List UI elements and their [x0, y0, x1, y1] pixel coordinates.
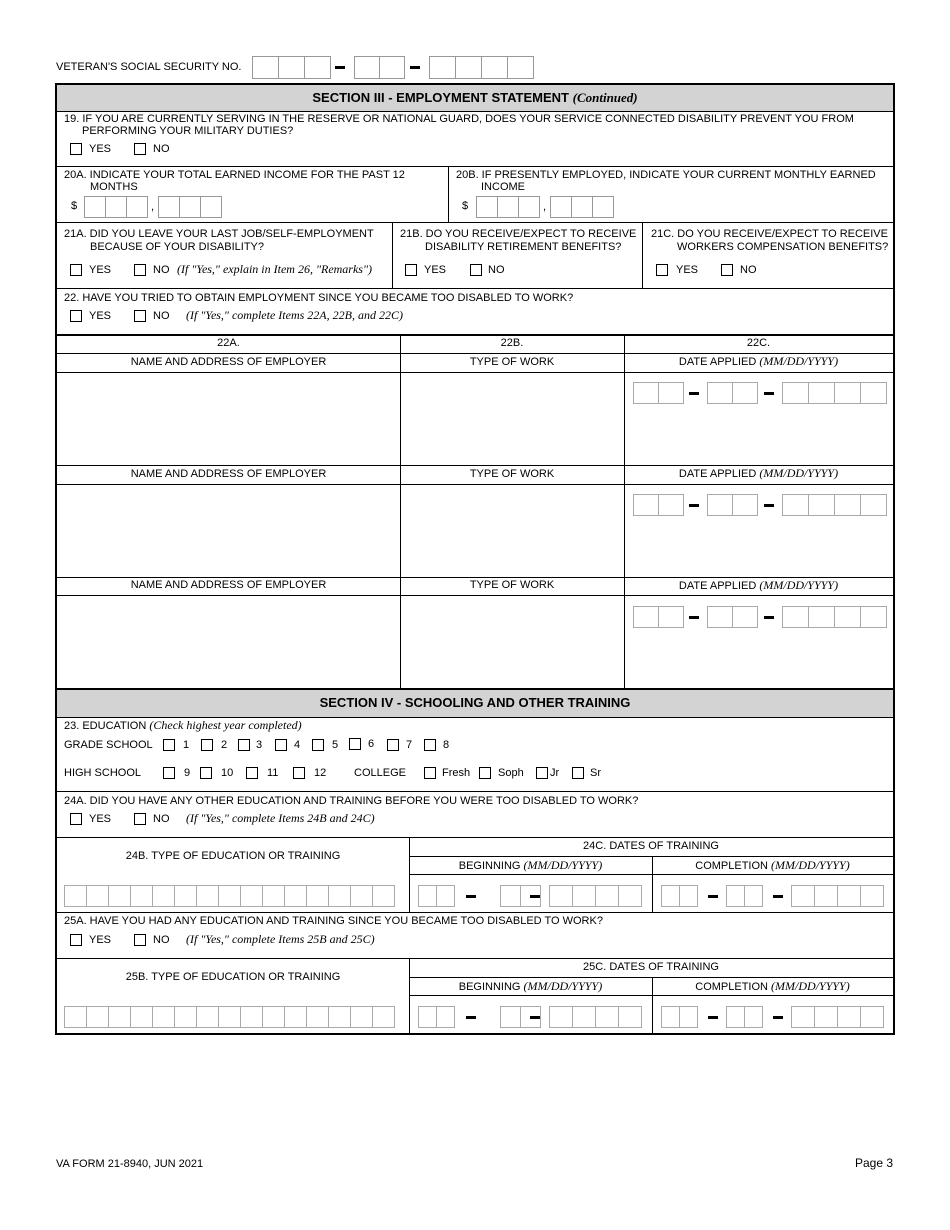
- ssn-label: VETERAN'S SOCIAL SECURITY NO.: [56, 61, 242, 73]
- college-sr-checkbox[interactable]: [572, 767, 584, 779]
- q20b-thousands-input[interactable]: [476, 196, 540, 218]
- q20b-hundreds-input[interactable]: [550, 196, 614, 218]
- divider: [57, 334, 893, 336]
- ssn-dash: [335, 66, 345, 69]
- grade-11-checkbox[interactable]: [246, 767, 258, 779]
- grade-2-checkbox[interactable]: [201, 739, 213, 751]
- q24a-no-label: NO: [153, 813, 170, 825]
- grade-3-label: 3: [256, 739, 263, 751]
- q21a-text: 21A. DID YOU LEAVE YOUR LAST JOB/SELF-EMPLOYMENT: [64, 228, 374, 240]
- q25a-yes-checkbox[interactable]: [70, 934, 82, 946]
- divider: [410, 874, 893, 875]
- q21b-text-2: DISABILITY RETIREMENT BENEFITS?: [425, 241, 622, 253]
- q24b-training-input[interactable]: [65, 885, 395, 907]
- college-soph-label: Soph: [498, 767, 524, 779]
- q24c-end-year-input[interactable]: [792, 885, 884, 907]
- date-applied-label: DATE APPLIED (MM/DD/YYYY): [678, 354, 839, 368]
- q24c-begin-month-input[interactable]: [419, 885, 455, 907]
- q24a-yes-checkbox[interactable]: [70, 813, 82, 825]
- q21c-text: 21C. DO YOU RECEIVE/EXPECT TO RECEIVE: [651, 228, 888, 240]
- col-22a-header: 22A.: [217, 337, 240, 349]
- date-dash: [773, 1016, 783, 1019]
- q21a-no-label: NO: [153, 264, 170, 276]
- frame-left: [55, 83, 57, 1035]
- divider: [392, 222, 393, 288]
- grade-school-label: GRADE SCHOOL: [64, 739, 153, 751]
- q19-text-2: PERFORMING YOUR MILITARY DUTIES?: [82, 125, 294, 137]
- date-dash: [708, 895, 718, 898]
- q24c-end-month-input[interactable]: [662, 885, 698, 907]
- q21c-text-2: WORKERS COMPENSATION BENEFITS?: [677, 241, 889, 253]
- q24c-begin-year-input[interactable]: [550, 885, 642, 907]
- date-year-input[interactable]: [783, 382, 887, 404]
- q19-yes-label: YES: [89, 143, 112, 155]
- divider: [448, 166, 449, 222]
- q20a-dollar: $: [71, 200, 78, 212]
- date-dash: [530, 1016, 540, 1019]
- q22-no-label: NO: [153, 310, 170, 322]
- divider: [57, 288, 893, 289]
- grade-4-label: 4: [294, 739, 301, 751]
- q25a-yes-label: YES: [89, 934, 112, 946]
- college-sr-label: Sr: [590, 767, 601, 779]
- q25b-training-input[interactable]: [65, 1006, 395, 1028]
- q25c-beginning-label: BEGINNING (MM/DD/YYYY): [458, 979, 603, 993]
- q21b-yes-checkbox[interactable]: [405, 264, 417, 276]
- q25b-label: 25B. TYPE OF EDUCATION OR TRAINING: [125, 971, 341, 983]
- q22-no-checkbox[interactable]: [134, 310, 146, 322]
- work-label: TYPE OF WORK: [469, 468, 555, 480]
- q20b-comma: ,: [543, 201, 547, 213]
- date-dash: [773, 895, 783, 898]
- q24a-no-checkbox[interactable]: [134, 813, 146, 825]
- date-year-input[interactable]: [783, 606, 887, 628]
- date-month-input[interactable]: [634, 494, 684, 516]
- q24c-completion-label: COMPLETION (MM/DD/YYYY): [695, 858, 850, 872]
- q24a-note: (If "Yes," complete Items 24B and 24C): [186, 811, 375, 825]
- q21b-no-label: NO: [488, 264, 505, 276]
- frame-right: [893, 83, 895, 1035]
- grade-1-checkbox[interactable]: [163, 739, 175, 751]
- date-day-input[interactable]: [708, 606, 758, 628]
- date-dash: [764, 392, 774, 395]
- page-number: Page 3: [855, 1156, 894, 1170]
- grade-10-checkbox[interactable]: [200, 767, 212, 779]
- employer-name-input[interactable]: [58, 596, 399, 688]
- q24b-label: 24B. TYPE OF EDUCATION OR TRAINING: [125, 850, 341, 862]
- type-of-work-input[interactable]: [401, 485, 623, 577]
- divider: [57, 791, 893, 792]
- grade-7-checkbox[interactable]: [387, 739, 399, 751]
- q24c-end-day-input[interactable]: [727, 885, 763, 907]
- divider: [57, 166, 893, 167]
- college-soph-checkbox[interactable]: [479, 767, 491, 779]
- q25a-note: (If "Yes," complete Items 25B and 25C): [186, 932, 375, 946]
- college-jr-label: Jr: [550, 767, 560, 779]
- q25c-completion-label: COMPLETION (MM/DD/YYYY): [695, 979, 850, 993]
- q25a-text: 25A. HAVE YOU HAD ANY EDUCATION AND TRAINING SINCE YOU BECAME TOO DISABLED TO WORK?: [64, 915, 603, 927]
- section-3-header: SECTION III - EMPLOYMENT STATEMENT (Continued): [57, 85, 893, 111]
- q21b-text: 21B. DO YOU RECEIVE/EXPECT TO RECEIVE: [400, 228, 637, 240]
- q22-text: 22. HAVE YOU TRIED TO OBTAIN EMPLOYMENT SINCE YOU BECAME TOO DISABLED TO WORK?: [64, 292, 574, 304]
- date-dash: [466, 1016, 476, 1019]
- grade-3-checkbox[interactable]: [238, 739, 250, 751]
- grade-5-label: 5: [332, 739, 339, 751]
- date-day-input[interactable]: [708, 382, 758, 404]
- q19-text: 19. IF YOU ARE CURRENTLY SERVING IN THE RESERVE OR NATIONAL GUARD, DOES YOUR SERVICE CONNECTED DISABILITY PREVENT YOU FROM: [64, 113, 854, 125]
- q24c-beginning-label: BEGINNING (MM/DD/YYYY): [458, 858, 603, 872]
- q20b-text: 20B. IF PRESENTLY EMPLOYED, INDICATE YOUR CURRENT MONTHLY EARNED: [456, 169, 876, 181]
- ssn-dash: [410, 66, 420, 69]
- q23-label: 23. EDUCATION (Check highest year completed): [64, 718, 302, 732]
- date-dash: [689, 616, 699, 619]
- employer-name-input[interactable]: [58, 373, 399, 465]
- q21a-yes-checkbox[interactable]: [70, 264, 82, 276]
- date-applied-label: DATE APPLIED (MM/DD/YYYY): [678, 466, 839, 480]
- divider: [57, 111, 893, 112]
- q20a-hundreds-input[interactable]: [158, 196, 222, 218]
- q21c-no-checkbox[interactable]: [721, 264, 733, 276]
- q21c-yes-checkbox[interactable]: [656, 264, 668, 276]
- q25c-label: 25C. DATES OF TRAINING: [583, 961, 719, 973]
- q21c-yes-label: YES: [676, 264, 699, 276]
- frame-bottom: [55, 1033, 895, 1035]
- q20b-dollar: $: [462, 200, 469, 212]
- q20a-thousands-input[interactable]: [84, 196, 148, 218]
- ssn-part1-input[interactable]: [252, 56, 331, 78]
- divider: [57, 912, 893, 913]
- grade-1-label: 1: [183, 739, 190, 751]
- grade-6-checkbox[interactable]: [349, 738, 361, 750]
- q22-note: (If "Yes," complete Items 22A, 22B, and 22C): [186, 308, 403, 322]
- q21a-no-checkbox[interactable]: [134, 264, 146, 276]
- ssn-part2-input[interactable]: [354, 56, 405, 78]
- grade-4-checkbox[interactable]: [275, 739, 287, 751]
- q19-no-label: NO: [153, 143, 170, 155]
- q19-no-checkbox[interactable]: [134, 143, 146, 155]
- grade-8-label: 8: [443, 739, 450, 751]
- grade-12-checkbox[interactable]: [293, 767, 305, 779]
- employer-name-input[interactable]: [58, 485, 399, 577]
- college-fresh-checkbox[interactable]: [424, 767, 436, 779]
- college-jr-checkbox[interactable]: [536, 767, 548, 779]
- q22-yes-checkbox[interactable]: [70, 310, 82, 322]
- work-label: TYPE OF WORK: [469, 579, 555, 591]
- date-month-input[interactable]: [634, 606, 684, 628]
- divider: [410, 995, 893, 996]
- q20a-text: 20A. INDICATE YOUR TOTAL EARNED INCOME FOR THE PAST 12: [64, 169, 405, 181]
- date-applied-label: DATE APPLIED (MM/DD/YYYY): [678, 578, 839, 592]
- divider: [642, 222, 643, 288]
- q24a-text: 24A. DID YOU HAVE ANY OTHER EDUCATION AND TRAINING BEFORE YOU WERE TOO DISABLED TO WORK?: [64, 795, 639, 807]
- form-id: VA FORM 21-8940, JUN 2021: [56, 1158, 204, 1170]
- date-dash: [689, 504, 699, 507]
- date-dash: [708, 1016, 718, 1019]
- divider: [624, 334, 625, 689]
- grade-8-checkbox[interactable]: [424, 739, 436, 751]
- q25c-end-month-input[interactable]: [662, 1006, 698, 1028]
- date-dash: [764, 616, 774, 619]
- q25c-begin-year-input[interactable]: [550, 1006, 642, 1028]
- section-4-header: SECTION IV - SCHOOLING AND OTHER TRAINING: [57, 690, 893, 717]
- q22-yes-label: YES: [89, 310, 112, 322]
- employer-label: NAME AND ADDRESS OF EMPLOYER: [130, 468, 327, 480]
- q21a-text-2: BECAUSE OF YOUR DISABILITY?: [90, 241, 265, 253]
- grade-11-label: 11: [267, 767, 279, 779]
- divider: [410, 977, 893, 978]
- college-label: COLLEGE: [354, 767, 406, 779]
- q21b-yes-label: YES: [424, 264, 447, 276]
- q24a-yes-label: YES: [89, 813, 112, 825]
- divider: [410, 856, 893, 857]
- col-22b-header: 22B.: [500, 337, 524, 349]
- divider: [57, 222, 893, 223]
- type-of-work-input[interactable]: [401, 373, 623, 465]
- grade-10-label: 10: [221, 767, 234, 779]
- college-fresh-label: Fresh: [442, 767, 471, 779]
- ssn-part3-input[interactable]: [429, 56, 534, 78]
- date-day-input[interactable]: [708, 494, 758, 516]
- divider: [57, 837, 893, 838]
- date-year-input[interactable]: [783, 494, 887, 516]
- date-dash: [530, 895, 540, 898]
- grade-9-checkbox[interactable]: [163, 767, 175, 779]
- col-22c-header: 22C.: [746, 337, 771, 349]
- employer-label: NAME AND ADDRESS OF EMPLOYER: [130, 356, 327, 368]
- q25c-begin-month-input[interactable]: [419, 1006, 455, 1028]
- q25c-end-day-input[interactable]: [727, 1006, 763, 1028]
- q25a-no-checkbox[interactable]: [134, 934, 146, 946]
- date-dash: [466, 895, 476, 898]
- work-label: TYPE OF WORK: [469, 356, 555, 368]
- grade-2-label: 2: [221, 739, 228, 751]
- date-dash: [764, 504, 774, 507]
- grade-9-label: 9: [184, 767, 191, 779]
- employer-label: NAME AND ADDRESS OF EMPLOYER: [130, 579, 327, 591]
- q25c-end-year-input[interactable]: [792, 1006, 884, 1028]
- high-school-label: HIGH SCHOOL: [64, 767, 142, 779]
- date-month-input[interactable]: [634, 382, 684, 404]
- divider: [57, 958, 893, 959]
- q25a-no-label: NO: [153, 934, 170, 946]
- date-dash: [689, 392, 699, 395]
- q21a-yes-label: YES: [89, 264, 112, 276]
- grade-7-label: 7: [406, 739, 413, 751]
- q20a-text-2: MONTHS: [90, 181, 138, 193]
- type-of-work-input[interactable]: [401, 596, 623, 688]
- grade-5-checkbox[interactable]: [312, 739, 324, 751]
- q19-yes-checkbox[interactable]: [70, 143, 82, 155]
- q21c-no-label: NO: [740, 264, 757, 276]
- q21a-note: (If "Yes," explain in Item 26, "Remarks"): [177, 262, 373, 276]
- grade-6-label: 6: [368, 738, 375, 750]
- q20b-text-2: INCOME: [481, 181, 525, 193]
- grade-12-label: 12: [314, 767, 327, 779]
- q20a-comma: ,: [151, 201, 155, 213]
- q24c-label: 24C. DATES OF TRAINING: [583, 840, 719, 852]
- q21b-no-checkbox[interactable]: [470, 264, 482, 276]
